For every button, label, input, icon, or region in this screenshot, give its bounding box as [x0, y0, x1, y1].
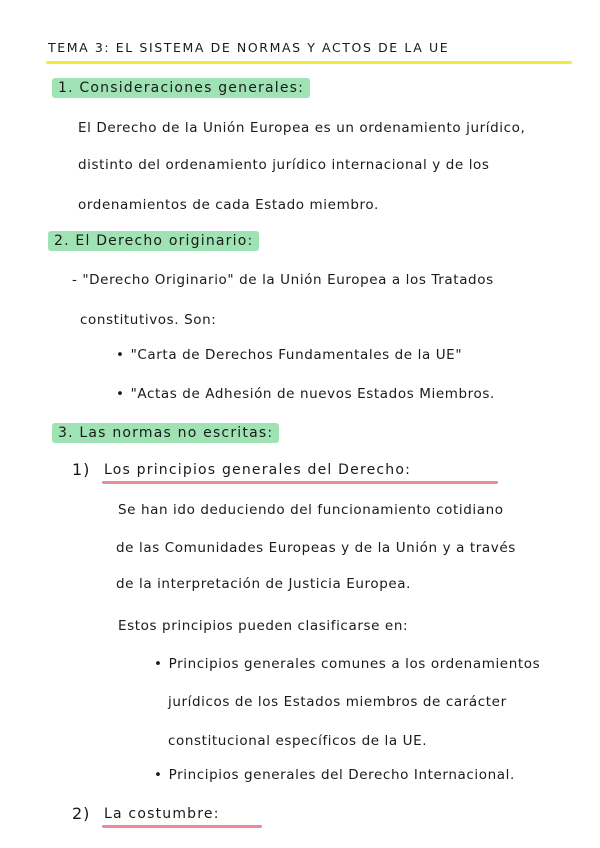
subsection-1-underline: [102, 481, 498, 484]
bullet-dot-icon: •: [116, 386, 125, 402]
section-2-heading: 2. El Derecho originario:: [48, 233, 259, 249]
section-1-line-1: El Derecho de la Unión Europea es un ordenamiento jurídico,: [78, 120, 526, 136]
subsection-1-bullet-1: • Principios generales comunes a los ordenamientos: [154, 656, 541, 672]
subsection-1-number: 1): [72, 460, 91, 479]
section-2-bullet-1: • "Carta de Derechos Fundamentales de la UE": [116, 347, 463, 363]
section-2-bullet-2: • "Actas de Adhesión de nuevos Estados Miembros.: [116, 386, 495, 402]
subsection-1-line-4: Estos principios pueden clasificarse en:: [118, 618, 409, 634]
subsection-2-title: La costumbre:: [104, 806, 220, 822]
subsection-1-title: Los principios generales del Derecho:: [104, 462, 412, 478]
subsection-1-bullet-1-cont: jurídicos de los Estados miembros de carácter: [168, 694, 507, 710]
section-2-line-1: - "Derecho Originario" de la Unión Europea a los Tratados: [72, 272, 494, 288]
section-1-heading: 1. Consideraciones generales:: [52, 80, 310, 96]
bullet-dot-icon: •: [154, 656, 163, 672]
section-2-line-2: constitutivos. Son:: [80, 312, 217, 328]
section-3-heading: 3. Las normas no escritas:: [52, 425, 279, 441]
bullet-dot-icon: •: [154, 767, 163, 783]
section-1-line-2: distinto del ordenamiento jurídico internacional y de los: [78, 157, 490, 173]
subsection-1-bullet-2: • Principios generales del Derecho Internacional.: [154, 767, 515, 783]
subsection-2-underline: [102, 825, 262, 828]
page-title: TEMA 3: EL SISTEMA DE NORMAS Y ACTOS DE LA UE: [48, 40, 450, 55]
subsection-1-line-1: Se han ido deduciendo del funcionamiento cotidiano: [118, 502, 504, 518]
subsection-1-line-2: de las Comunidades Europeas y de la Unión y a través: [116, 540, 516, 556]
subsection-2-number: 2): [72, 804, 91, 823]
section-1-line-3: ordenamientos de cada Estado miembro.: [78, 197, 379, 213]
bullet-dot-icon: •: [116, 347, 125, 363]
subsection-1-bullet-1-cont-2: constitucional específicos de la UE.: [168, 733, 428, 749]
title-underline: [46, 61, 572, 64]
subsection-1-line-3: de la interpretación de Justicia Europea.: [116, 576, 412, 592]
